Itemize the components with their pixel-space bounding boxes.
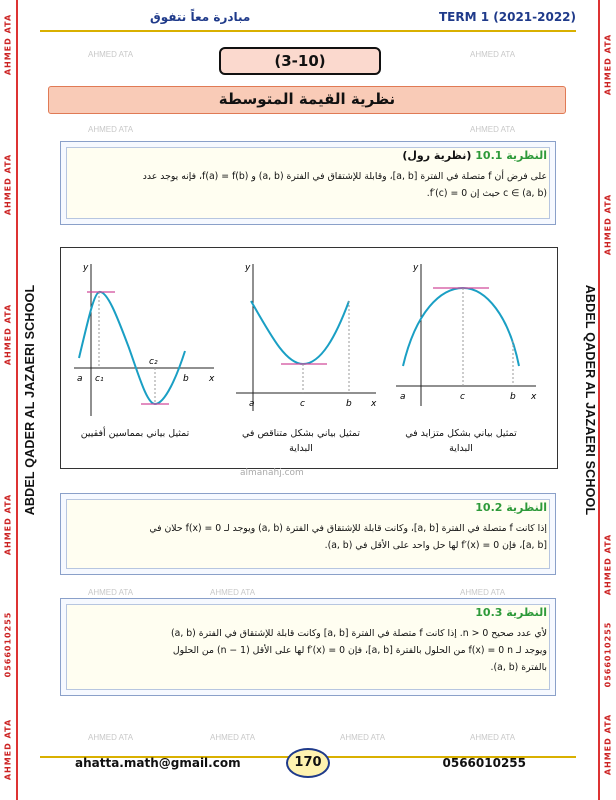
footer-email[interactable]: ahatta.math@gmail.com (75, 756, 241, 770)
theorem-name: (نظرية رول) (402, 149, 472, 162)
graph-two-tangents (69, 256, 219, 421)
axis-label-y: y (245, 263, 251, 273)
theorem-statement (69, 168, 547, 202)
side-author-label: AHMED ATA (3, 303, 13, 366)
theorem-heading (475, 501, 547, 514)
theorem-heading (475, 606, 547, 619)
watermark: AHMED ATA (210, 588, 256, 597)
lesson-number: (3-10) (219, 47, 381, 75)
tick-b: b (510, 392, 516, 402)
side-author-label: AHMED ATA (3, 493, 13, 556)
tick-c1: c₁ (95, 374, 104, 384)
graph-caption: تمثيل بياني بشكل متناقص في البداية (241, 428, 361, 454)
theorem-box-10-3 (60, 598, 556, 696)
theorem-heading (402, 149, 547, 162)
lesson-title: نظرية القيمة المتوسطة (48, 86, 566, 114)
side-author-label: AHMED ATA (603, 193, 613, 256)
axis-label-x: x (371, 399, 377, 409)
tick-c: c (300, 399, 305, 409)
watermark: AHMED ATA (470, 733, 516, 742)
graphs-panel (60, 247, 558, 469)
watermark: AHMED ATA (340, 733, 386, 742)
right-border-strip (598, 0, 616, 800)
theorem-line: [a, b]، فإن f′(x) = 0 لها حل واحد على الأقل في (a, b). (324, 540, 547, 551)
theorem-label: النظرية 10.1 (475, 149, 547, 162)
tick-c2: c₂ (149, 357, 158, 367)
theorem-statement (69, 520, 547, 554)
tick-a: a (249, 399, 255, 409)
theorem-label: النظرية 10.3 (475, 606, 547, 619)
tick-b: b (183, 374, 189, 384)
watermark: AHMED ATA (88, 125, 134, 134)
tick-b: b (346, 399, 352, 409)
theorem-line: لأي عدد صحيح n > 0. إذا كانت f متصلة في الفترة [a, b] وكانت قابلة للإشتقاق في الفترة (a, b) (171, 628, 547, 639)
side-author-label: AHMED ATA (603, 713, 613, 776)
axis-label-x: x (531, 392, 537, 402)
function-curve (403, 288, 519, 366)
graph-caption: تمثيل بياني بمماسين أفقيين (80, 428, 190, 439)
axis-label-y: y (83, 263, 89, 273)
side-author-label: AHMED ATA (3, 718, 13, 781)
side-phone-label: 0566010255 (3, 611, 13, 678)
watermark: AHMED ATA (470, 50, 516, 59)
watermark: AHMED ATA (210, 733, 256, 742)
side-author-label: AHMED ATA (3, 153, 13, 216)
header-motto: مبادرة معاً نتفوق (150, 10, 251, 24)
header-term: TERM 1 (2021-2022) (438, 10, 576, 24)
page-header (40, 10, 576, 32)
theorem-label: النظرية 10.2 (475, 501, 547, 514)
school-name-left: ABDEL QADER AL JAZAERI SCHOOL (23, 284, 37, 516)
graph-caption: تمثيل بياني بشكل متزايد في البداية (405, 428, 517, 454)
theorem-line: c ∈ (a, b) حيث إن f′(c) = 0. (426, 188, 547, 199)
school-name-right: ABDEL QADER AL JAZAERI SCHOOL (583, 284, 597, 516)
watermark: AHMED ATA (88, 733, 134, 742)
side-phone-label: 0566010255 (603, 621, 613, 688)
tick-a: a (400, 392, 406, 402)
side-author-label: AHMED ATA (3, 13, 13, 76)
function-curve (79, 292, 185, 404)
graph-decreasing-first (231, 256, 381, 421)
theorem-box-10-1 (60, 141, 556, 225)
side-author-label: AHMED ATA (603, 33, 613, 96)
footer-phone: 0566010255 (442, 756, 526, 770)
side-author-label: AHMED ATA (603, 533, 613, 596)
theorem-box-10-2 (60, 493, 556, 575)
theorem-line: على فرض أن f متصلة في الفترة [a, b]، وقابلة للإشتقاق في الفترة (a, b) و f(a) = f(b)، فإنه يوجد عدد (142, 171, 547, 182)
watermark: AHMED ATA (470, 125, 516, 134)
site-watermark-url: almanahj.com (240, 468, 304, 478)
watermark: AHMED ATA (88, 50, 134, 59)
theorem-statement (69, 625, 547, 676)
page-number: 170 (286, 748, 330, 778)
tick-a: a (77, 374, 83, 384)
theorem-line: إذا كانت f متصلة في الفترة [a, b]، وكانت قابلة للإشتقاق في الفترة (a, b) ويوجد لـ f(x) = 0 حلان في (149, 523, 547, 534)
graph-increasing-first (391, 256, 541, 421)
tick-c: c (460, 392, 465, 402)
theorem-line: بالفترة (a, b). (490, 662, 547, 673)
left-border-strip (0, 0, 18, 800)
watermark: AHMED ATA (88, 588, 134, 597)
axis-label-x: x (209, 374, 215, 384)
function-curve (251, 301, 349, 364)
theorem-line: ويوجد لـ f(x) = 0 n من الحلول بالفترة [a, b]، فإن f′(x) = 0 لها على الأقل (n − 1) من الحلول (172, 645, 547, 656)
watermark: AHMED ATA (460, 588, 506, 597)
axis-label-y: y (413, 263, 419, 273)
